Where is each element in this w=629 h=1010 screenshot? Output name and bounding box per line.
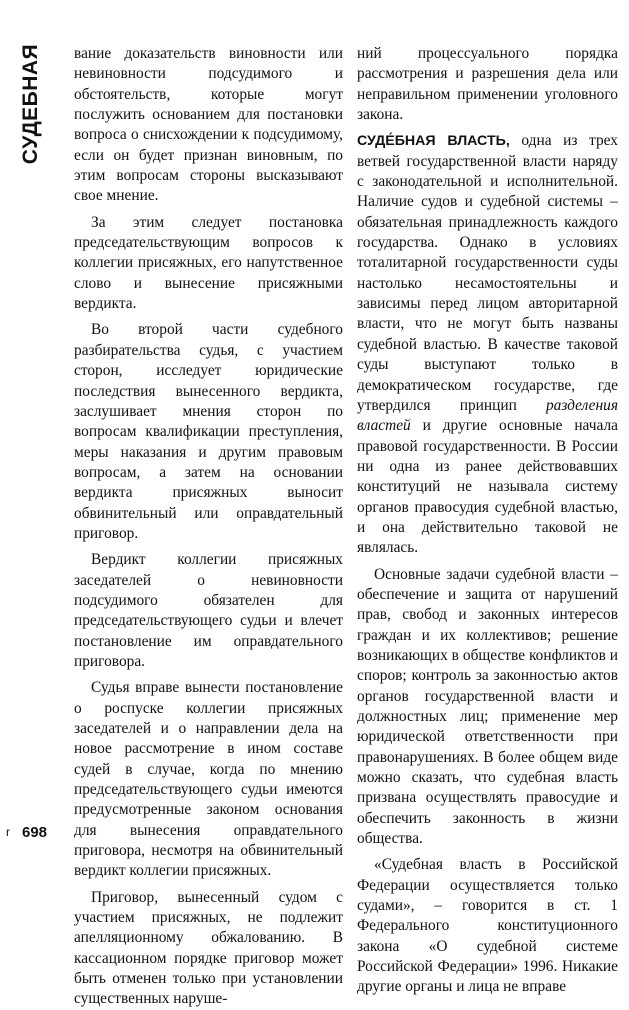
continuation-paragraph: ний процессуального порядка рассмотрения и разрешения дела или неправильном применении уголовного закона. [357,45,618,124]
left-paragraph: Приговор, вынесенный судом с участием присяжных, не подлежит апелляционному обжалованию. В кассационном порядке приговор может быть отменен только при установлении существенных наруше- [74,888,343,1008]
entry-text: одна из трех ветвей государственной власти наряду с законодательной и исполнительной. Наличие судов и судебной системы – обязательная принадлежность каждого государства. Однако в условиях тоталитарной государственности суды настолько несамостоятельны и зависимы перед лицом авторитарной власти, что не могут быть названы судебной властью. В качестве таковой суды выступают только в демократическом государстве, где утвердился принцип [357,132,618,414]
entry-term: СУДЕ́БНАЯ ВЛАСТЬ, [357,133,510,150]
left-paragraph: Во второй части судебного разбирательства судья, с участием сторон, исследует юридические последствия вынесенного вердикта, заслушивает мнения сторон по вопросам квалификации преступления, меры наказания и другим правовым вопросам, а затем на основании вердикта присяжных выносит обвинительный или оправдательный приговор. [74,321,343,542]
crop-mark: r [6,825,10,839]
left-paragraph: Вердикт коллегии присяжных заседателей о невиновности подсудимого обязателен для председательствующего судьи и влечет постановление им оправдательного приговора. [74,551,343,670]
entry-paragraph: «Судебная власть в Российской Федерации осуществляется только судами», – говорится в ст. 1 Федерального конституционного закона «О судебной системе Российской Федерации» 1996. Никакие другие органы и лица не вправе [357,856,618,996]
left-paragraph: За этим следует постановка председательствующим вопросов к коллегии присяжных, его напутственное слово и вынесение присяжными вердикта. [74,213,343,313]
left-paragraph: вание доказательств виновности или невиновности подсудимого и обстоятельств, которые могут послужить основанием для постановки вопроса о снисхождении к подсудимому, если он будет признан виновным, по этим вопросам стороны высказывают свое мнение. [74,45,343,205]
running-header-text: СУДЕБНАЯ [19,43,42,165]
entry-text: и другие основные начала правовой государственности. В России ни одна из ранее действовавших конституций не называла систему органов правосудия судебной властью, и она действительно таковой не являлась. [357,417,618,557]
left-paragraph: Судья вправе вынести постановление о роспуске коллегии присяжных заседателей и о направлении дела на новое рассмотрение в ином составе судей в случае, когда по мнению председательствующего судьи имеются предусмотренные законом основания для вынесения оправдательного приговора, несмотря на обвинительный вердикт коллегии присяжных. [74,679,343,880]
page-number: 698 [22,823,48,841]
running-header [16,44,46,164]
left-column [74,44,343,1010]
entry-paragraph: Основные задачи судебной власти – обеспечение и защита от нарушений прав, свобод и законных интересов граждан и их коллективов; решение возникающих в обществе конфликтов и споров; контроль за законностью актов органов государственной власти и должностных лиц; применение мер юридической ответственности при правонарушениях. В более общем виде можно сказать, что судебная власть призвана осуществлять правосудие и обеспечить законность в жизни общества. [357,565,618,848]
right-column [357,44,618,998]
page-footer [6,823,47,841]
cross-reference-link[interactable]: разделения властей [357,396,618,435]
dictionary-entry [357,131,618,558]
